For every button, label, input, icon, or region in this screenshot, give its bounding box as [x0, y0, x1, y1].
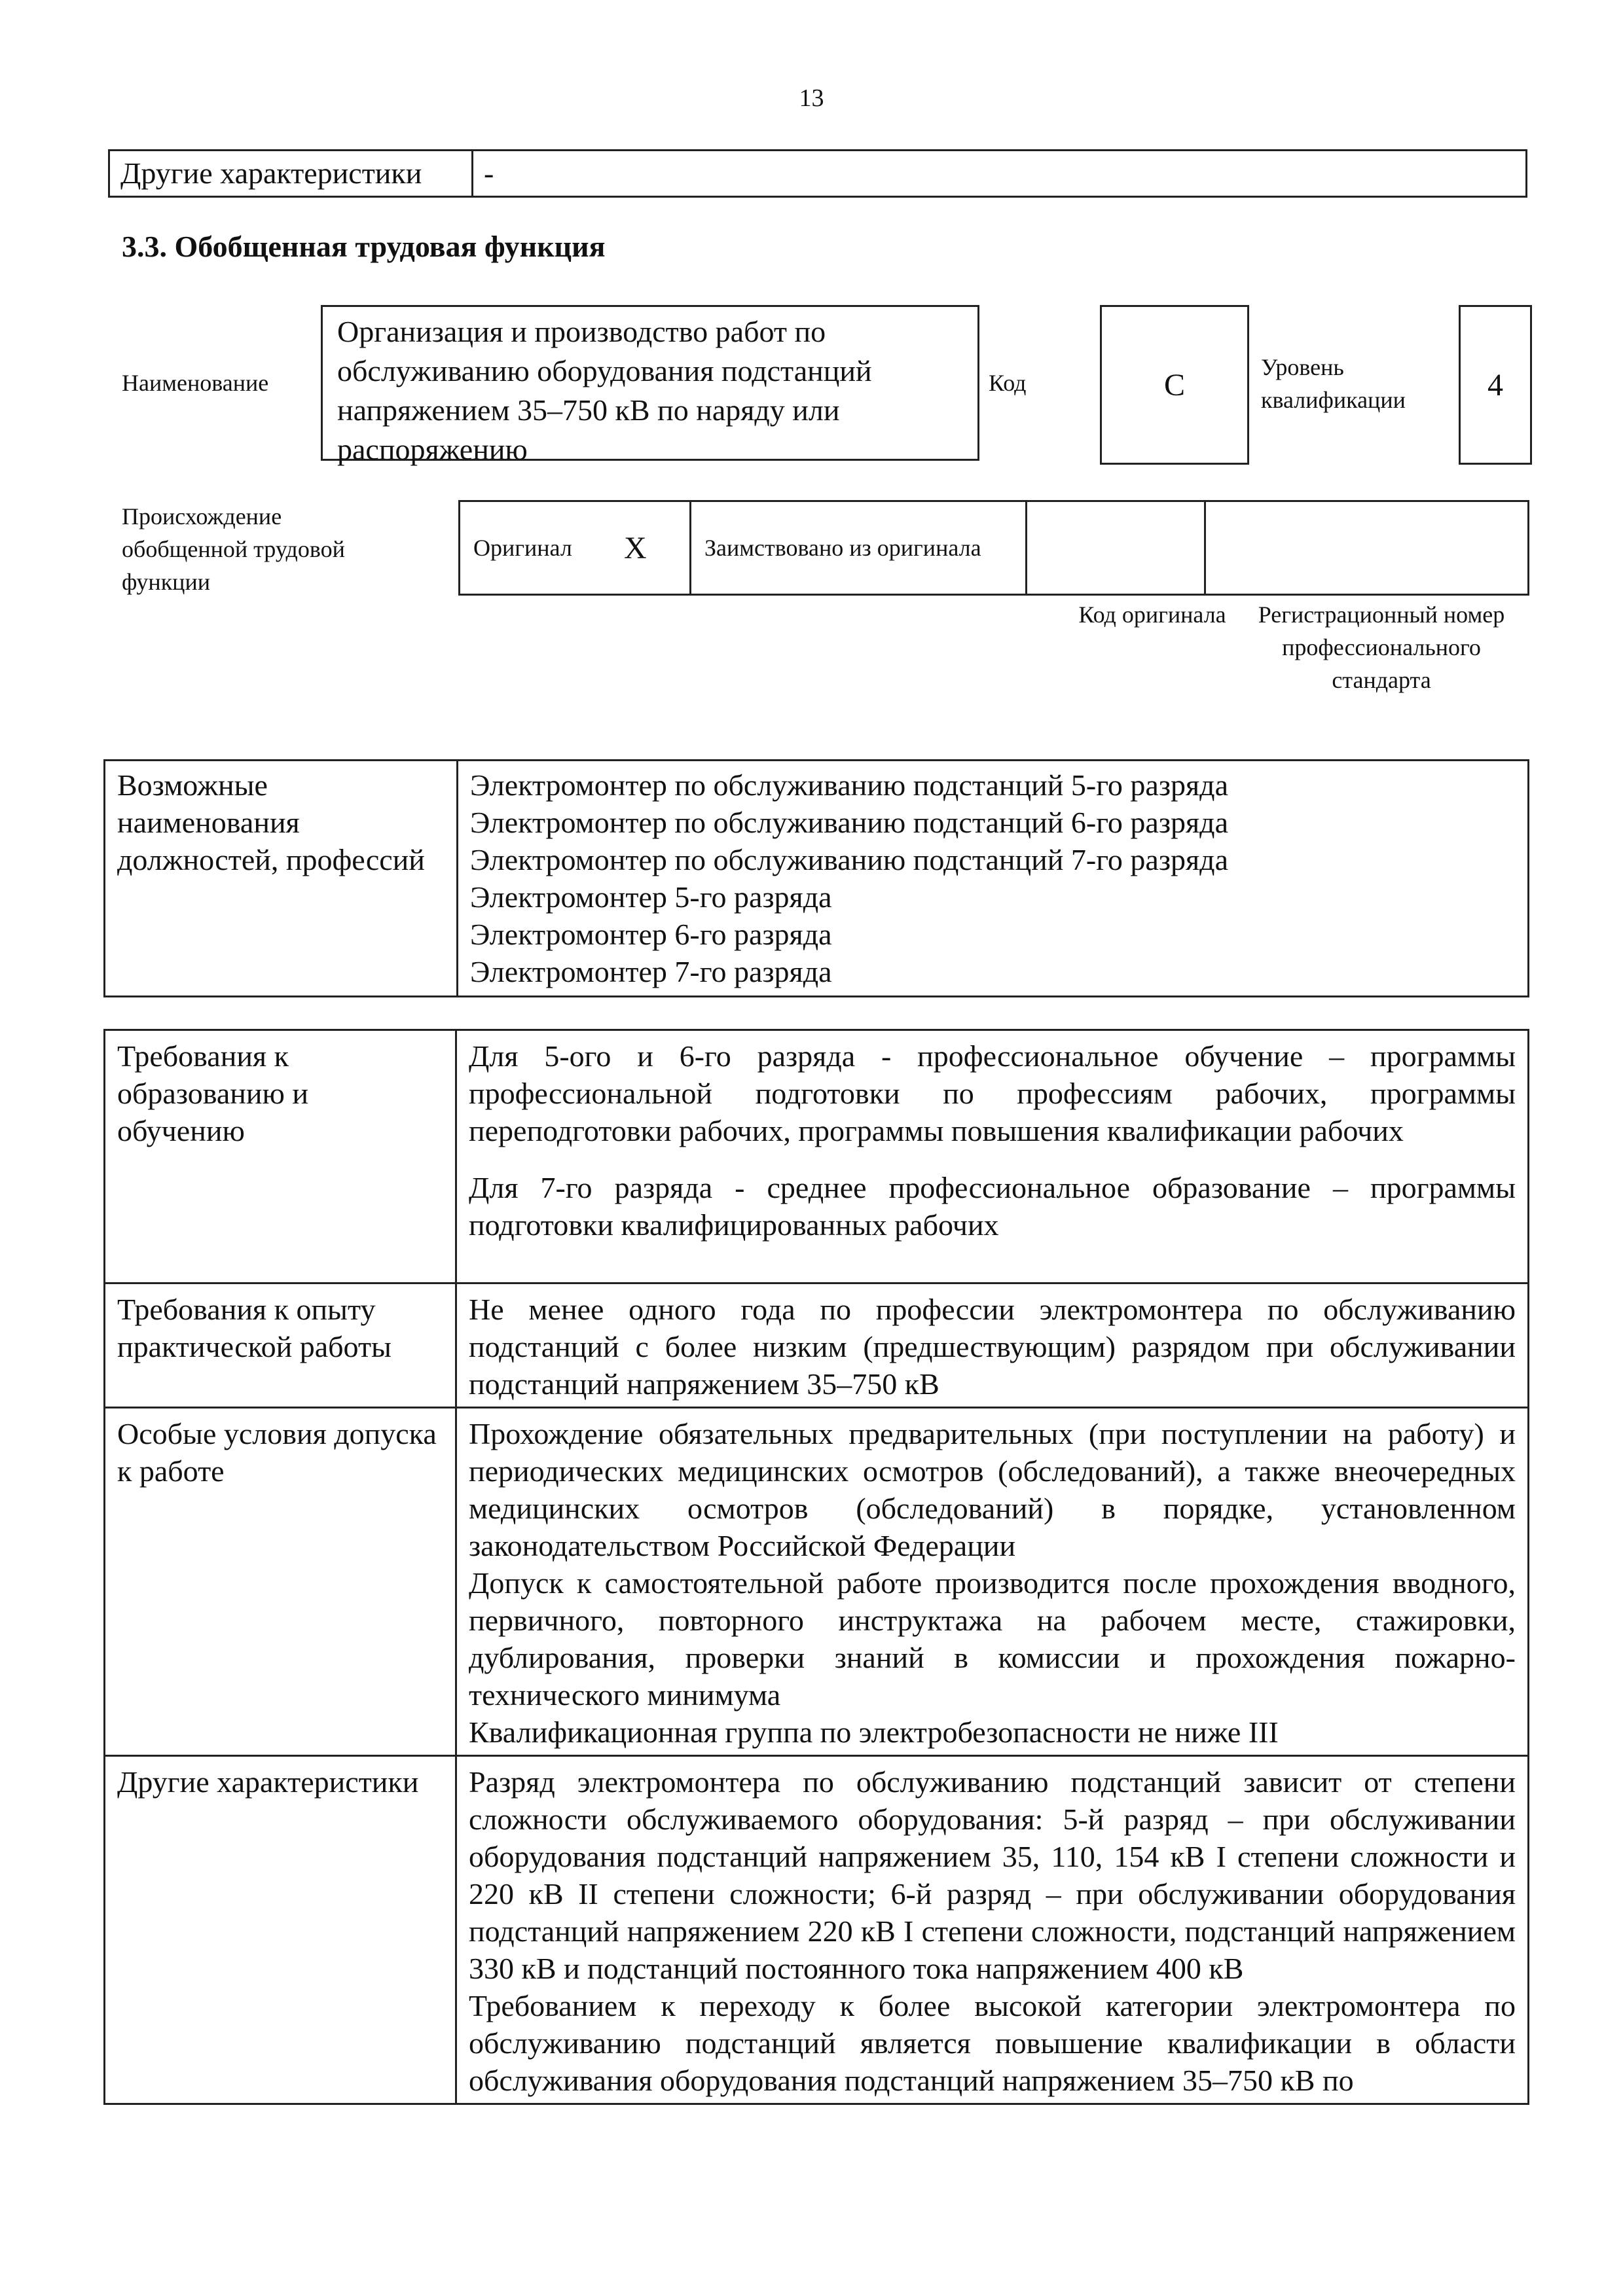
position-item: Электромонтер 7-го разряда: [470, 955, 832, 988]
position-item: Электромонтер по обслуживанию подстанций 5-го разряда: [470, 768, 1228, 802]
section-title: 3.3. Обобщенная трудовая функция: [122, 230, 606, 263]
other-label: Другие характеристики: [105, 1756, 456, 2104]
conditions-value: [456, 1408, 1529, 1756]
requirements-row-conditions: [105, 1408, 1529, 1756]
education-paragraph: Для 5-ого и 6-го разряда - профессиональное обучение – программы профессиональной подготовки по профессиям рабочих, программы переподготовки рабочих, программы повышения квалификации рабочих: [469, 1039, 1516, 1147]
other-paragraph: Разряд электромонтера по обслуживанию подстанций зависит от степени сложности обслуживаемого оборудования: 5-й разряд – при обслуживании оборудования подстанций напряжением 35, 110, 154 кВ I степени сложности и 220 кВ II степени сложности; 6-й разряд – при обслуживании оборудования подстанций напряжением 220 кВ I степени сложности, подстанций напряжением 330 кВ и подстанций постоянного тока напряжением 400 кВ: [469, 1765, 1516, 1985]
position-item: Электромонтер 5-го разряда: [470, 880, 832, 914]
other-paragraph: Требованием к переходу к более высокой категории электромонтера по обслуживанию подстанций является повышение квалификации в области обслуживания оборудования подстанций напряжением 35–750 кВ по: [469, 1989, 1516, 2097]
other-value: [456, 1756, 1529, 2104]
original-code-cell: [1027, 501, 1205, 595]
experience-value: [456, 1283, 1529, 1408]
conditions-paragraph: Квалификационная группа по электробезопасности не ниже III: [469, 1715, 1279, 1749]
code-label: Код: [989, 370, 1027, 396]
positions-label: Возможные наименования должностей, профессий: [105, 761, 458, 997]
name-label: Наименование: [122, 370, 269, 396]
registration-caption: Регистрационный номер профессионального стандарта: [1258, 601, 1505, 693]
position-item: Электромонтер по обслуживанию подстанций 7-го разряда: [470, 843, 1228, 876]
code-value: С: [1100, 305, 1249, 465]
education-paragraph: Для 7-го разряда - среднее профессиональное образование – программы подготовки квалифицированных рабочих: [469, 1171, 1516, 1242]
conditions-paragraph: Допуск к самостоятельной работе производится после прохождения вводного, первичного, повторного инструктажа на рабочем месте, стажировки, дублирования, проверки знаний в комиссии и прохождения пожарно-технического минимума: [469, 1566, 1516, 1712]
level-value: 4: [1459, 305, 1532, 465]
function-name: Организация и производство работ по обслуживанию оборудования подстанций напряжением 35–750 кВ по наряду или распоряжению: [321, 305, 979, 461]
requirements-row-other: [105, 1756, 1529, 2104]
experience-label: Требования к опыту практической работы: [105, 1283, 456, 1408]
level-label: Уровень квалификации: [1261, 354, 1406, 413]
experience-paragraph: Не менее одного года по профессии электромонтера по обслуживанию подстанций с более низким (предшествующим) разрядом при обслуживании подстанций напряжением 35–750 кВ: [469, 1293, 1516, 1401]
origin-table: [458, 500, 1529, 596]
code-caption: Код оригинала: [1078, 601, 1226, 628]
page-number: 13: [799, 84, 824, 112]
other-characteristics-value: -: [473, 151, 1527, 197]
position-item: Электромонтер по обслуживанию подстанций 6-го разряда: [470, 806, 1228, 839]
requirements-row-experience: [105, 1283, 1529, 1408]
other-characteristics-row: [108, 149, 1527, 198]
requirements-row-education: [105, 1030, 1529, 1283]
education-value: [456, 1030, 1529, 1283]
positions-table: [103, 759, 1529, 997]
borrowed-label: Заимствовано из оригинала: [691, 501, 1027, 595]
position-item: Электромонтер 6-го разряда: [470, 918, 832, 951]
positions-list: [458, 761, 1529, 997]
conditions-label: Особые условия допуска к работе: [105, 1408, 456, 1756]
conditions-paragraph: Прохождение обязательных предварительных (при поступлении на работу) и периодических медицинских осмотров (обследований), а также внеочередных медицинских осмотров (обследований) в порядке, установленном законодательством Российской Федерации: [469, 1417, 1516, 1562]
original-label: Оригинал: [460, 501, 611, 595]
other-characteristics-label: Другие характеристики: [109, 151, 473, 197]
requirements-table: [103, 1029, 1529, 2105]
original-mark: Х: [611, 501, 691, 595]
registration-number-cell: [1205, 501, 1529, 595]
education-label: Требования к образованию и обучению: [105, 1030, 456, 1283]
origin-label: Происхождение обобщенной трудовой функции: [122, 503, 345, 595]
